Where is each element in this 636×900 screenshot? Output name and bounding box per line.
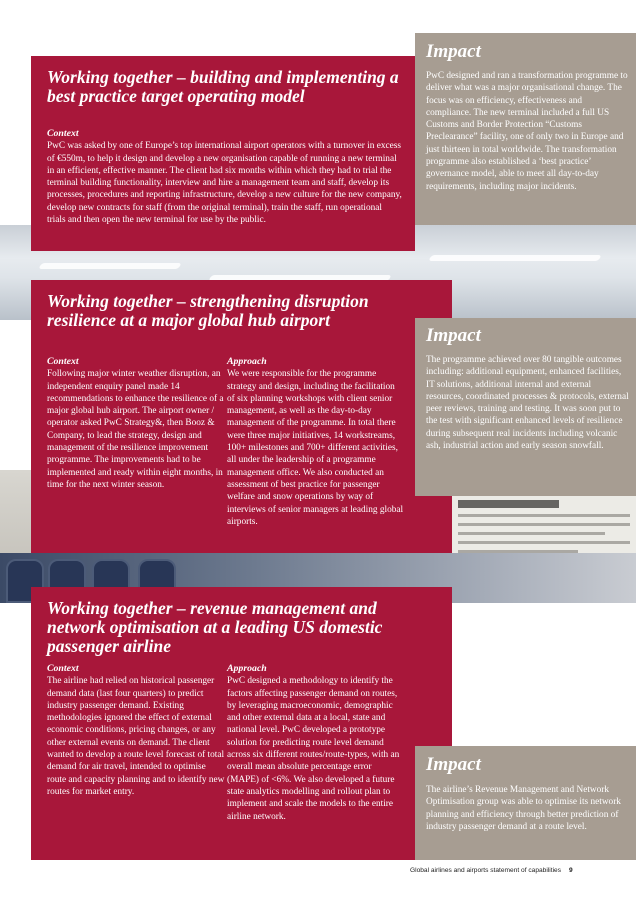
case-study-3-impact-panel	[415, 746, 636, 860]
page-footer	[410, 867, 610, 874]
context-text: The airline had relied on historical passenger demand data (last four quarters) to predict industry passenger demand. Existing methodologies ignored the effect of external economic conditions, pricing changes, or any other external events on demand. The client wanted to develop a route level forecast of total demand for air travel, intended to optimise route and capacity planning and to identify new routes for market entry.	[47, 676, 225, 797]
context-text: PwC was asked by one of Europe’s top international airport operators with a turnover in excess of €550m, to help it design and develop a new organisation capable of running a new terminal in an efficient, effective manner. The client had six months within which they had to trial the terminal building functionality, interview and hire a management team and staff, develop its processes, procedures and reporting infrastructure, develop a new culture for the new company, develop new contracts for staff (from the original terminal), train the staff, run operational trials and then open the new terminal for use by the public.	[47, 141, 402, 226]
impact-heading: Impact	[426, 325, 481, 346]
footer-title: Global airlines and airports statement of capabilities	[410, 867, 562, 874]
impact-heading: Impact	[426, 754, 481, 775]
case-study-1-panel	[31, 56, 415, 251]
impact-text: The programme achieved over 80 tangible outcomes including: additional equipment, enhanced facilities, IT solutions, additional internal and external resources, coordinated processes & protocols, external peer reviews, training and testing. It was soon put to the test with significant enhanced levels of resilience during subsequent real incidents including volcanic ash, industrial action and early season snowfall.	[426, 355, 629, 452]
case-study-2-approach	[227, 356, 404, 528]
impact-text: The airline’s Revenue Management and Network Optimisation group was able to optimise its network planning and efficiency through better prediction of industry passenger demand at a route level.	[426, 785, 621, 832]
impact-heading: Impact	[426, 41, 481, 62]
case-study-2-title: Working together – strengthening disruption resilience at a major global hub airport	[47, 291, 369, 330]
case-study-3-approach	[227, 663, 404, 823]
context-heading: Context	[47, 356, 79, 367]
approach-heading: Approach	[227, 663, 267, 674]
case-study-1-impact-panel	[415, 33, 636, 225]
case-study-2-context	[47, 356, 225, 491]
approach-text: We were responsible for the programme strategy and design, including the facilitation of six planning workshops with client senior management, as well as the day-to-day management of the programme. In total there were three major initiatives, 14 workstreams, 100+ milestones and 700+ different activities, all under the leadership of a programme management office. We also conducted an assessment of best practice for passenger welfare and snow operations by way of interviews of senior managers at leading global airports.	[227, 369, 404, 527]
context-heading: Context	[47, 663, 79, 674]
approach-text: PwC designed a methodology to identify the factors affecting passenger demand on routes, by leveraging macroeconomic, demographic and other external data at a local, state and national level. PwC developed a prototype solution for predicting route level demand across six different routes/route-types, with an overall mean absolute percentage error (MAPE) of <6%. We also developed a future state analytics modelling and rollout plan to implement and scale the models to the entire airline network.	[227, 676, 400, 822]
impact-text: PwC designed and ran a transformation programme to deliver what was a major organisational change. The focus was on efficiency, effectiveness and compliance. The new terminal included a full US Customs and Border Protection “Customs Preclearance” facility, one of only two in Europe and just thirteen in total worldwide. The transformation programme also established a ‘best practice’ governance model, able to meet all day-to-day requirements, including major incidents.	[426, 71, 628, 192]
context-text: Following major winter weather disruption, an independent enquiry panel made 14 recommendations to enhance the resilience of a major global hub airport. The airport owner / operator asked PwC Strategy&, then Booz & Company, to lead the strategy, design and management of the resilience improvement programme. The improvements had to be implemented and ready within eight months, in time for the next winter season.	[47, 369, 224, 490]
case-study-3-context	[47, 663, 225, 798]
page-number: 9	[569, 867, 573, 874]
case-study-2-impact-panel	[415, 318, 636, 496]
case-study-1-context	[47, 128, 402, 226]
context-heading: Context	[47, 128, 79, 139]
case-study-2-panel	[31, 280, 452, 553]
case-study-1-title: Working together – building and implementing a best practice target operating model	[47, 67, 399, 106]
case-study-3-title: Working together – revenue management and network optimisation at a leading US domestic passenger airline	[47, 598, 383, 656]
case-study-3-panel	[31, 587, 452, 860]
approach-heading: Approach	[227, 356, 267, 367]
